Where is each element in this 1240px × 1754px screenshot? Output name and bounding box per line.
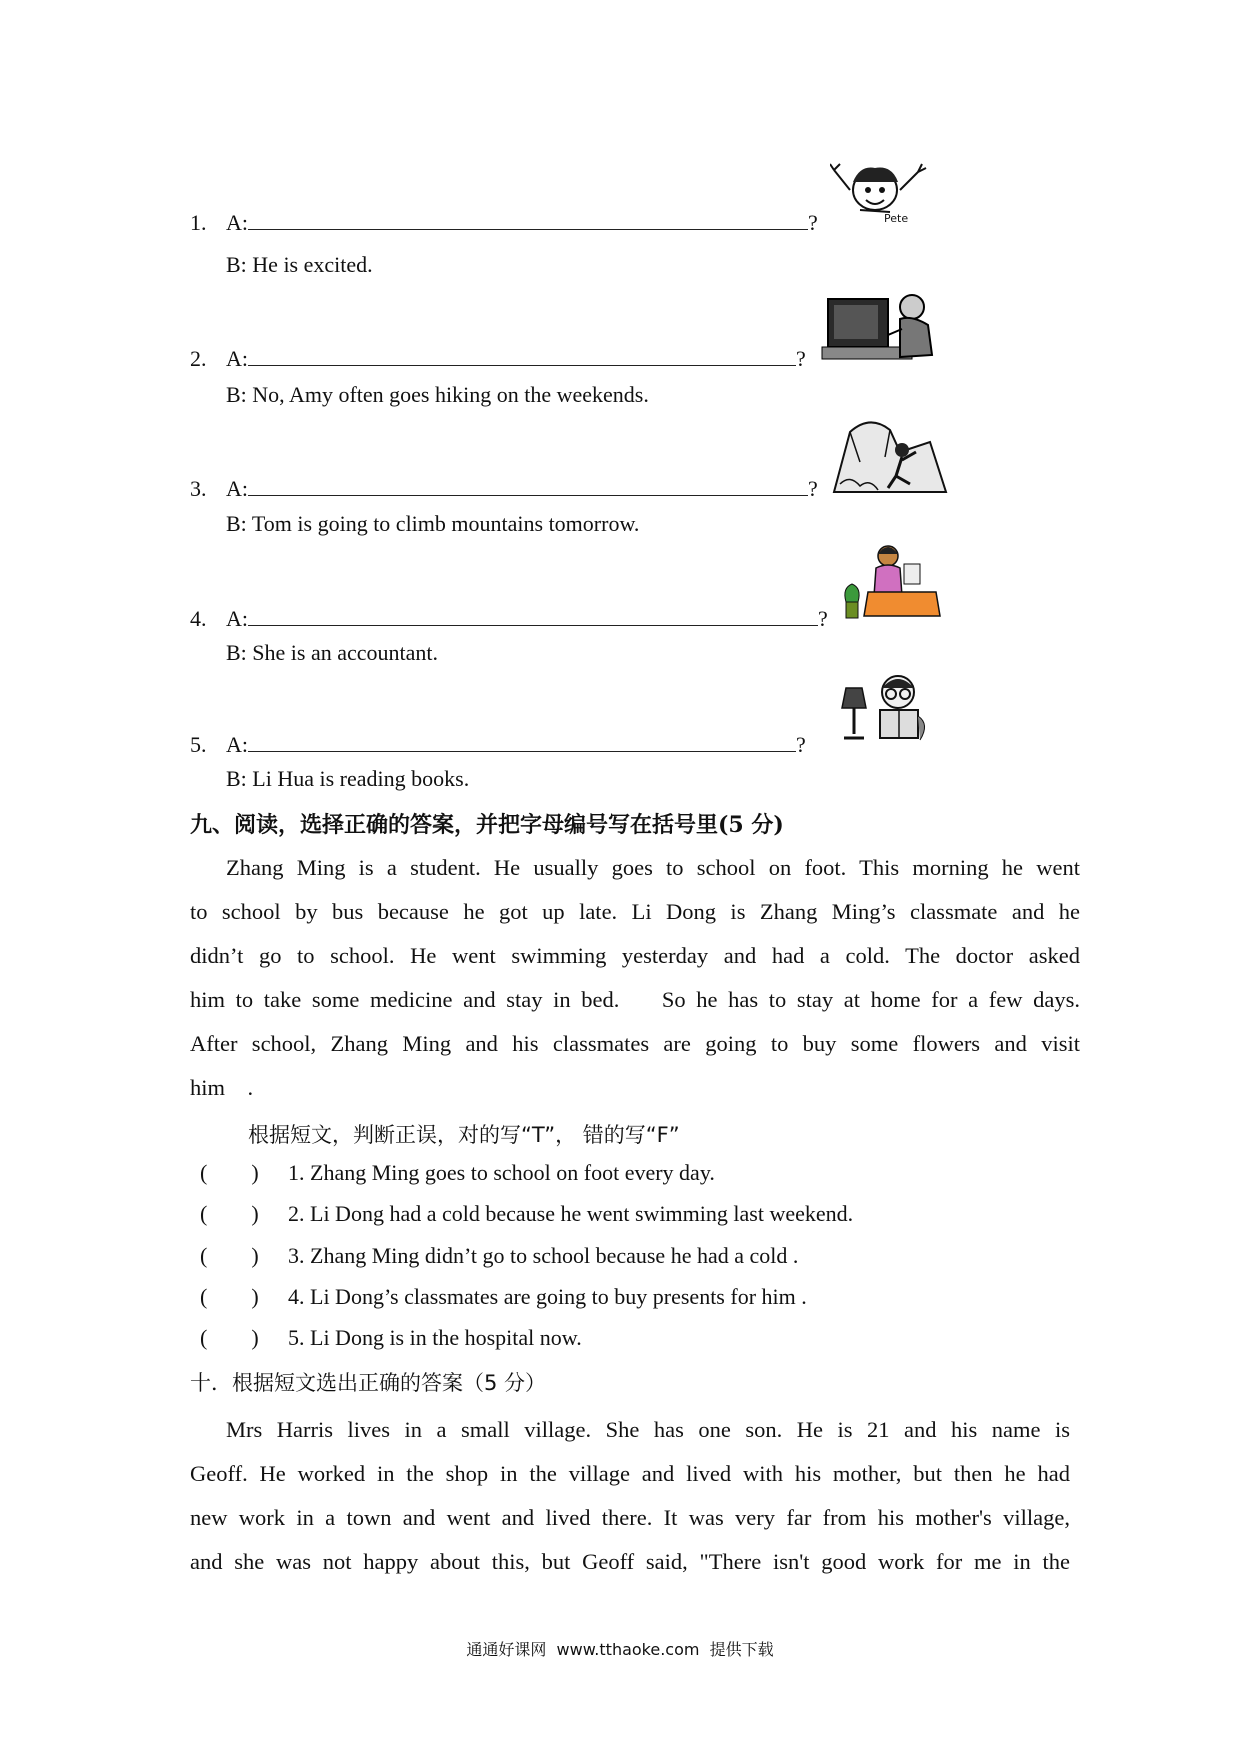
dialogue-2-number: 2. — [190, 346, 207, 371]
judge-item-4 — [200, 1284, 807, 1310]
dialogue-2-question — [226, 346, 806, 372]
dialogue-1-number: 1. — [190, 210, 207, 235]
dialogue-2-a-end: ? — [796, 346, 806, 371]
dialogue-5-question — [226, 732, 806, 758]
pete-excited-illustration — [830, 160, 935, 230]
dialogue-4-answer-blank[interactable] — [248, 607, 818, 626]
dialogue-4-answer: B: She is an accountant. — [226, 640, 439, 665]
judge-item-3-text: 3. Zhang Ming didn’t go to school because he had a cold . — [288, 1243, 799, 1268]
judge-item-4-answer-box[interactable]: ( ) — [200, 1284, 259, 1309]
passage-10-line-4: and she was not happy about this, but Geoff said, "There isn't good work for me in the — [190, 1549, 1070, 1574]
pete-label: Pete — [884, 212, 909, 225]
passage-10-line-2: Geoff. He worked in the shop in the village and lived with his mother, but then he had — [190, 1461, 1070, 1486]
judge-item-1 — [200, 1160, 715, 1186]
dialogue-5-answer-blank[interactable] — [248, 733, 796, 752]
judge-item-2-answer-box[interactable]: ( ) — [200, 1201, 259, 1226]
person-at-computer-illustration — [820, 285, 945, 367]
section-9-passage — [190, 846, 1080, 1110]
passage-line-3: didn’t go to school. He went swimming yesterday and had a cold. The doctor asked — [190, 943, 1080, 968]
dialogue-1-question — [226, 210, 818, 236]
dialogue-3-answer: B: Tom is going to climb mountains tomorrow. — [226, 511, 640, 536]
dialogue-3-number: 3. — [190, 476, 207, 501]
dialogue-1-answer-blank[interactable] — [248, 211, 808, 230]
section-10-heading: 十．根据短文选出正确的答案（5 分） — [190, 1371, 547, 1395]
judge-item-1-answer-box[interactable]: ( ) — [200, 1160, 259, 1185]
judge-item-3-answer-box[interactable]: ( ) — [200, 1243, 259, 1268]
woman-at-desk-illustration — [838, 540, 943, 625]
dialogue-3-a-end: ? — [808, 476, 818, 501]
judge-item-1-text: 1. Zhang Ming goes to school on foot every day. — [288, 1160, 715, 1185]
judge-item-5-answer-box[interactable]: ( ) — [200, 1325, 259, 1350]
dialogue-1-answer: B: He is excited. — [226, 252, 373, 277]
passage-10-line-1: Mrs Harris lives in a small village. She has one son. He is 21 and his name is — [226, 1417, 1070, 1442]
dialogue-5-number: 5. — [190, 732, 207, 757]
passage-line-6: him . — [190, 1075, 254, 1100]
dialogue-3-a-prefix: A: — [226, 476, 248, 501]
judge-item-3 — [200, 1243, 798, 1269]
section-9-heading: 九、阅读，选择正确的答案，并把字母编号写在括号里(5 分) — [190, 812, 784, 838]
page-footer: 通通好课网 www.tthaoke.com 提供下载 — [466, 1640, 774, 1659]
dialogue-4-a-prefix: A: — [226, 606, 248, 631]
dialogue-1-a-prefix: A: — [226, 210, 248, 235]
judge-item-5-text: 5. Li Dong is in the hospital now. — [288, 1325, 582, 1350]
passage-line-2: to school by bus because he got up late. Li Dong is Zhang Ming’s classmate and he — [190, 899, 1080, 924]
dialogue-1-a-end: ? — [808, 210, 818, 235]
judge-item-5 — [200, 1325, 582, 1351]
dialogue-5-answer: B: Li Hua is reading books. — [226, 766, 470, 791]
dialogue-2-answer: B: No, Amy often goes hiking on the weekends. — [226, 382, 649, 407]
judge-item-2-text: 2. Li Dong had a cold because he went swimming last weekend. — [288, 1201, 854, 1226]
passage-10-line-3: new work in a town and went and lived there. It was very far from his mother's village, — [190, 1505, 1070, 1530]
dialogue-3-answer-blank[interactable] — [248, 477, 808, 496]
dialogue-2-a-prefix: A: — [226, 346, 248, 371]
dialogue-3-question — [226, 476, 818, 502]
dialogue-4-number: 4. — [190, 606, 207, 631]
section-9-instruction: 根据短文，判断正误，对的写“T”， 错的写“F” — [248, 1123, 680, 1147]
dialogue-5-a-end: ? — [796, 732, 806, 757]
passage-line-4: him to take some medicine and stay in bed. So he has to stay at home for a few days. — [190, 987, 1080, 1012]
passage-line-1: Zhang Ming is a student. He usually goes to school on foot. This morning he went — [226, 855, 1080, 880]
boy-reading-illustration — [836, 668, 934, 750]
section-10-passage — [190, 1408, 1070, 1584]
mountain-climbing-illustration — [830, 412, 950, 497]
dialogue-4-question — [226, 606, 828, 632]
judge-item-2 — [200, 1201, 853, 1227]
dialogue-5-a-prefix: A: — [226, 732, 248, 757]
dialogue-4-a-end: ? — [818, 606, 828, 631]
passage-line-5: After school, Zhang Ming and his classmates are going to buy some flowers and visit — [190, 1031, 1080, 1056]
judge-item-4-text: 4. Li Dong’s classmates are going to buy presents for him . — [288, 1284, 807, 1309]
dialogue-2-answer-blank[interactable] — [248, 347, 796, 366]
